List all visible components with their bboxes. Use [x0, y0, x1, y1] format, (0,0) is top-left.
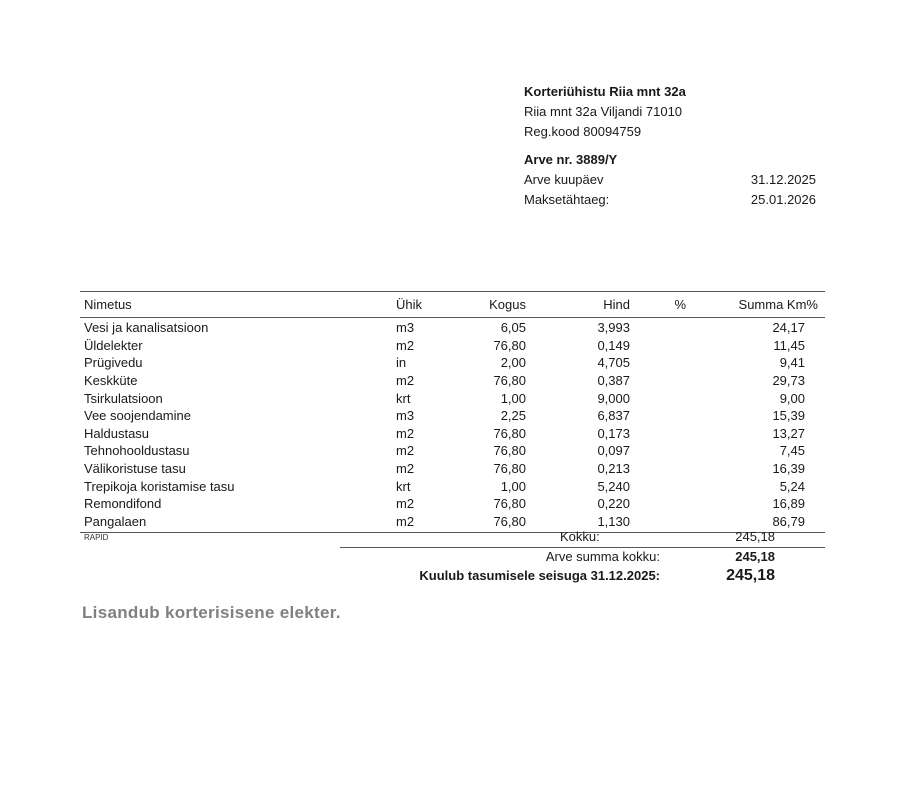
- table-row: [80, 460, 825, 478]
- cell-sum: 16,39: [772, 461, 805, 477]
- cell-unit: in: [396, 355, 407, 371]
- cell-qty: 76,80: [493, 373, 526, 389]
- kokku-label: Kokku:: [560, 529, 600, 544]
- cell-qty: 2,00: [500, 355, 526, 371]
- cell-price: 0,213: [597, 461, 630, 477]
- cell-name: Haldustasu: [84, 425, 150, 441]
- invoice-date-row: [524, 170, 816, 190]
- cell-unit: m2: [396, 425, 415, 441]
- rapid-label: RAPID: [84, 533, 109, 542]
- cell-sum: 16,89: [772, 496, 805, 512]
- organization-regcode: Reg.kood 80094759: [524, 124, 642, 139]
- header-unit: Ühik: [396, 297, 423, 312]
- cell-qty: 76,80: [493, 337, 526, 353]
- electricity-note: Lisandub korterisisene elekter.: [82, 603, 341, 622]
- cell-price: 0,387: [597, 373, 630, 389]
- cell-price: 6,837: [597, 408, 630, 424]
- cell-qty: 76,80: [493, 461, 526, 477]
- cell-sum: 9,41: [779, 355, 805, 371]
- invoice-date-label: Arve kuupäev: [524, 172, 604, 187]
- invoice-number: Arve nr. 3889/Y: [524, 152, 618, 167]
- cell-sum: 5,24: [779, 478, 805, 494]
- table-body: [80, 318, 825, 530]
- amount-due-row: [380, 567, 775, 585]
- cell-unit: m2: [396, 337, 415, 353]
- invoice-date-value: 31.12.2025: [750, 172, 816, 187]
- cell-qty: 76,80: [493, 496, 526, 512]
- cell-qty: 76,80: [493, 443, 526, 459]
- cell-price: 9,000: [597, 390, 630, 406]
- cell-unit: m2: [396, 513, 415, 529]
- organization-block: [524, 82, 816, 142]
- total-rule: [340, 547, 825, 548]
- cell-price: 0,173: [597, 425, 630, 441]
- cell-qty: 76,80: [493, 425, 526, 441]
- invoice-due-row: [524, 190, 816, 210]
- cell-price: 3,993: [597, 320, 630, 336]
- invoice-info: [524, 150, 816, 210]
- cell-unit: m3: [396, 408, 415, 424]
- cell-name: Trepikoja koristamise tasu: [84, 478, 235, 494]
- organization-name: Korteriühistu Riia mnt 32a: [524, 84, 686, 99]
- cell-qty: 2,25: [500, 408, 526, 424]
- cell-qty: 76,80: [493, 513, 526, 529]
- cell-qty: 1,00: [500, 478, 526, 494]
- cell-name: Vee soojendamine: [84, 408, 191, 424]
- cell-name: Tsirkulatsioon: [84, 390, 163, 406]
- table-row: [80, 407, 825, 425]
- invoice-table: [80, 291, 825, 533]
- table-row: [80, 477, 825, 495]
- table-row: [80, 319, 825, 337]
- table-row: [80, 372, 825, 390]
- table-row: [80, 442, 825, 460]
- header-qty: Kogus: [489, 297, 526, 312]
- cell-name: Prügivedu: [84, 355, 143, 371]
- cell-price: 1,130: [597, 513, 630, 529]
- header-sum: Summa Km%: [738, 297, 818, 312]
- table-header: [80, 292, 825, 317]
- cell-unit: m2: [396, 443, 415, 459]
- table-row: [80, 354, 825, 372]
- cell-unit: m2: [396, 373, 415, 389]
- cell-price: 0,220: [597, 496, 630, 512]
- header-name: Nimetus: [84, 297, 132, 312]
- table-row: [80, 389, 825, 407]
- cell-name: Remondifond: [84, 496, 162, 512]
- cell-price: 0,097: [597, 443, 630, 459]
- header-pct: %: [674, 297, 686, 312]
- table-row: [80, 495, 825, 513]
- cell-name: Vesi ja kanalisatsioon: [84, 320, 209, 336]
- cell-unit: krt: [396, 390, 411, 406]
- invoice-total-label: Arve summa kokku:: [545, 549, 660, 564]
- invoice-total-value: 245,18: [735, 549, 775, 564]
- cell-sum: 7,45: [779, 443, 805, 459]
- cell-sum: 13,27: [772, 425, 805, 441]
- cell-price: 5,240: [597, 478, 630, 494]
- cell-name: Pangalaen: [84, 513, 147, 529]
- amount-due-value: 245,18: [726, 567, 775, 584]
- table-row: [80, 425, 825, 443]
- cell-unit: m2: [396, 461, 415, 477]
- cell-unit: m3: [396, 320, 415, 336]
- table-row: [80, 337, 825, 355]
- cell-name: Üldelekter: [84, 337, 143, 353]
- cell-sum: 15,39: [772, 408, 805, 424]
- cell-qty: 1,00: [500, 390, 526, 406]
- cell-name: Välikoristuse tasu: [84, 461, 186, 477]
- kokku-row: [560, 529, 775, 544]
- cell-name: Tehnohooldustasu: [84, 443, 190, 459]
- cell-sum: 9,00: [779, 390, 805, 406]
- cell-unit: m2: [396, 496, 415, 512]
- table-row: [80, 513, 825, 531]
- cell-price: 0,149: [597, 337, 630, 353]
- kokku-value: 245,18: [735, 529, 775, 544]
- cell-unit: krt: [396, 478, 411, 494]
- invoice-due-value: 25.01.2026: [750, 192, 816, 207]
- cell-price: 4,705: [597, 355, 630, 371]
- cell-name: Keskküte: [84, 373, 138, 389]
- organization-address: Riia mnt 32a Viljandi 71010: [524, 104, 683, 119]
- cell-qty: 6,05: [500, 320, 526, 336]
- header-price: Hind: [603, 297, 630, 312]
- invoice-due-label: Maksetähtaeg:: [524, 192, 610, 207]
- cell-sum: 29,73: [772, 373, 805, 389]
- cell-sum: 11,45: [773, 337, 805, 353]
- amount-due-label: Kuulub tasumisele seisuga 31.12.2025:: [419, 568, 660, 583]
- cell-sum: 86,79: [772, 513, 805, 529]
- invoice-total-row: [420, 549, 775, 564]
- cell-sum: 24,17: [772, 320, 805, 336]
